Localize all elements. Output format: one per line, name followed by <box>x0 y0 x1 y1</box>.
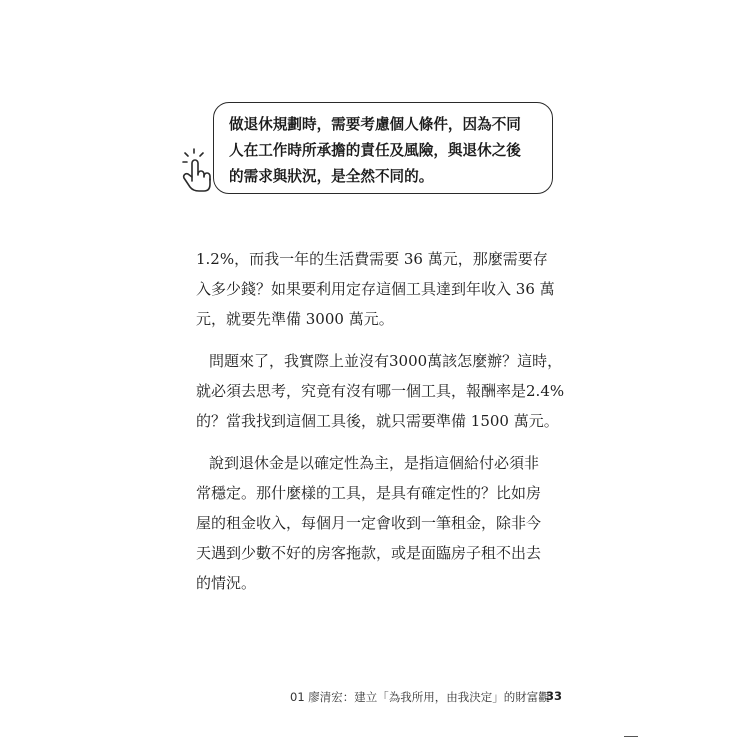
running-footer: 01 廖清宏：建立「為我所用，由我決定」的財富觀 <box>290 690 550 704</box>
callout-box <box>213 102 553 194</box>
callout-line: 做退休規劃時，需要考慮個人條件，因為不同 <box>229 116 521 133</box>
text-line: 天遇到少數不好的房客拖款，或是面臨房子租不出去 <box>196 544 542 562</box>
text-line: 1.2%，而我一年的生活費需要 36 萬元，那麼需要存 <box>196 250 548 268</box>
text-line: 問題來了，我實際上並沒有3000萬該怎麼辦？這時， <box>209 352 563 370</box>
paragraph <box>196 346 566 436</box>
text-line: 屋的租金收入，每個月一定會收到一筆租金，除非今 <box>196 514 542 532</box>
paragraph <box>196 244 566 334</box>
paragraph <box>196 448 566 598</box>
text-line: 說到退休金是以確定性為主，是指這個給付必須非 <box>209 454 540 472</box>
text-line: 的？當我找到這個工具後，就只需要準備 1500 萬元。 <box>196 412 559 430</box>
callout-line: 的需求與狀況，是全然不同的。 <box>229 168 434 185</box>
body-text <box>196 244 566 610</box>
text-line: 常穩定。那什麼樣的工具，是具有確定性的？比如房 <box>196 484 542 502</box>
text-line: 元，就要先準備 3000 萬元。 <box>196 310 394 328</box>
text-line: 的情況。 <box>196 574 257 592</box>
corner-mark <box>624 736 638 737</box>
callout-line: 人在工作時所承擔的責任及風險，與退休之後 <box>229 142 521 159</box>
page-number: 33 <box>546 689 563 703</box>
text-line: 就必須去思考，究竟有沒有哪一個工具，報酬率是2.4% <box>196 382 565 400</box>
pointing-hand-icon <box>180 147 216 193</box>
text-line: 入多少錢？如果要利用定存這個工具達到年收入 36 萬 <box>196 280 555 298</box>
